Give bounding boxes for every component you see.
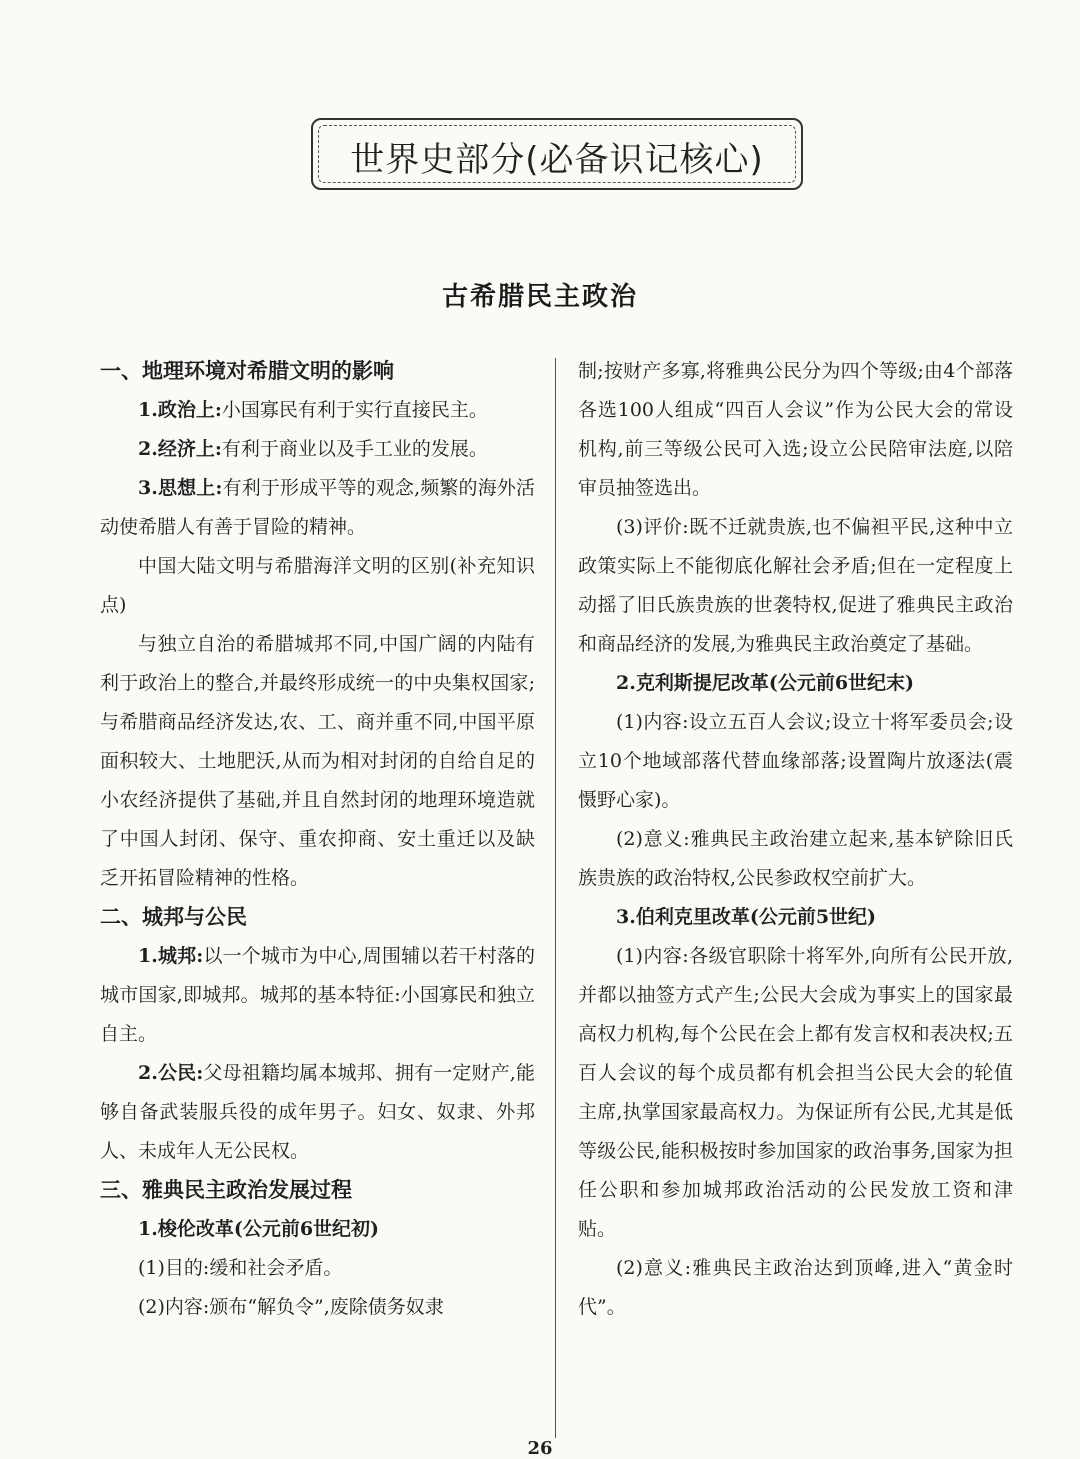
paragraph xyxy=(100,391,535,430)
paragraph-text: 以一个城市为中心,周围辅以若干村落的城市国家,即城邦。城邦的基本特征:小国寡民和独立自主。 xyxy=(100,945,535,1045)
paragraph-text: 有利于商业以及手工业的发展。 xyxy=(221,438,488,460)
paragraph-lead: 2.公民: xyxy=(138,1062,204,1084)
paragraph-text: 小国寡民有利于实行直接民主。 xyxy=(221,399,488,421)
right-column xyxy=(578,352,1013,1327)
paragraph: (1)内容:各级官职除十将军外,向所有公民开放,并都以抽签方式产生;公民大会成为事实上的国家最高权力机构,每个公民在会上都有发言权和表决权;五百人会议的每个成员都有机会担当公民大会的轮值主席,执掌国家最高权力。为保证所有公民,尤其是低等级公民,能积极按时参加国家的政治事务,国家为担任公职和参加城邦政治活动的公民发放工资和津贴。 xyxy=(578,945,1013,1240)
paragraph: (1)目的:缓和社会矛盾。 xyxy=(138,1257,343,1279)
paragraph: 中国大陆文明与希腊海洋文明的区别(补充知识点) xyxy=(100,555,535,616)
subsection-heading: 2.克利斯提尼改革(公元前6世纪末) xyxy=(616,672,915,694)
paragraph xyxy=(100,430,535,469)
paragraph-lead: 3.思想上: xyxy=(138,477,223,499)
column-divider xyxy=(555,358,556,1438)
article-title: 古希腊民主政治 xyxy=(441,282,638,312)
paragraph-lead: 1.城邦: xyxy=(138,945,204,967)
paragraph-lead: 2.经济上: xyxy=(138,438,222,460)
paragraph: (1)内容:设立五百人会议;设立十将军委员会;设立10个地域部落代替血缘部落;设置陶片放逐法(震慑野心家)。 xyxy=(578,711,1013,811)
section-banner xyxy=(311,118,803,190)
section-title: 世界史部分(必备识记核心) xyxy=(350,140,764,180)
paragraph-text: 父母祖籍均属本城邦、拥有一定财产,能够自备武装服兵役的成年男子。妇女、奴隶、外邦人、未成年人无公民权。 xyxy=(100,1062,535,1162)
paragraph xyxy=(100,469,535,547)
paragraph-continued: 制;按财产多寡,将雅典公民分为四个等级;由4个部落各选100人组成“四百人会议”作为公民大会的常设机构,前三等级公民可入选;设立公民陪审法庭,以陪审员抽签选出。 xyxy=(578,360,1013,499)
paragraph: (2)意义:雅典民主政治建立起来,基本铲除旧氏族贵族的政治特权,公民参政权空前扩大。 xyxy=(578,828,1013,889)
paragraph: (3)评价:既不迁就贵族,也不偏袒平民,这种中立政策实际上不能彻底化解社会矛盾;但在一定程度上动摇了旧氏族贵族的世袭特权,促进了雅典民主政治和商品经济的发展,为雅典民主政治奠定了基础。 xyxy=(578,516,1013,655)
paragraph: (2)内容:颁布“解负令”,废除债务奴隶 xyxy=(138,1296,444,1318)
left-column xyxy=(100,352,535,1327)
section-heading: 二、城邦与公民 xyxy=(100,905,247,929)
paragraph: (2)意义:雅典民主政治达到顶峰,进入“黄金时代”。 xyxy=(578,1257,1013,1318)
paragraph-text: 有利于形成平等的观念,频繁的海外活动使希腊人有善于冒险的精神。 xyxy=(100,477,535,538)
paragraph xyxy=(100,937,535,1054)
subsection-heading: 3.伯利克里改革(公元前5世纪) xyxy=(616,906,877,928)
page-number: 26 xyxy=(527,1438,553,1459)
section-heading: 一、地理环境对希腊文明的影响 xyxy=(100,359,394,383)
paragraph: 与独立自治的希腊城邦不同,中国广阔的内陆有利于政治上的整合,并最终形成统一的中央集权国家;与希腊商品经济发达,农、工、商并重不同,中国平原面积较大、土地肥沃,从而为相对封闭的自给自足的小农经济提供了基础,并且自然封闭的地理环境造就了中国人封闭、保守、重农抑商、安土重迁以及缺乏开拓冒险精神的性格。 xyxy=(100,633,535,889)
subsection-heading: 1.梭伦改革(公元前6世纪初) xyxy=(138,1218,380,1240)
section-heading: 三、雅典民主政治发展过程 xyxy=(100,1178,352,1202)
paragraph xyxy=(100,1054,535,1171)
paragraph-lead: 1.政治上: xyxy=(138,399,222,421)
